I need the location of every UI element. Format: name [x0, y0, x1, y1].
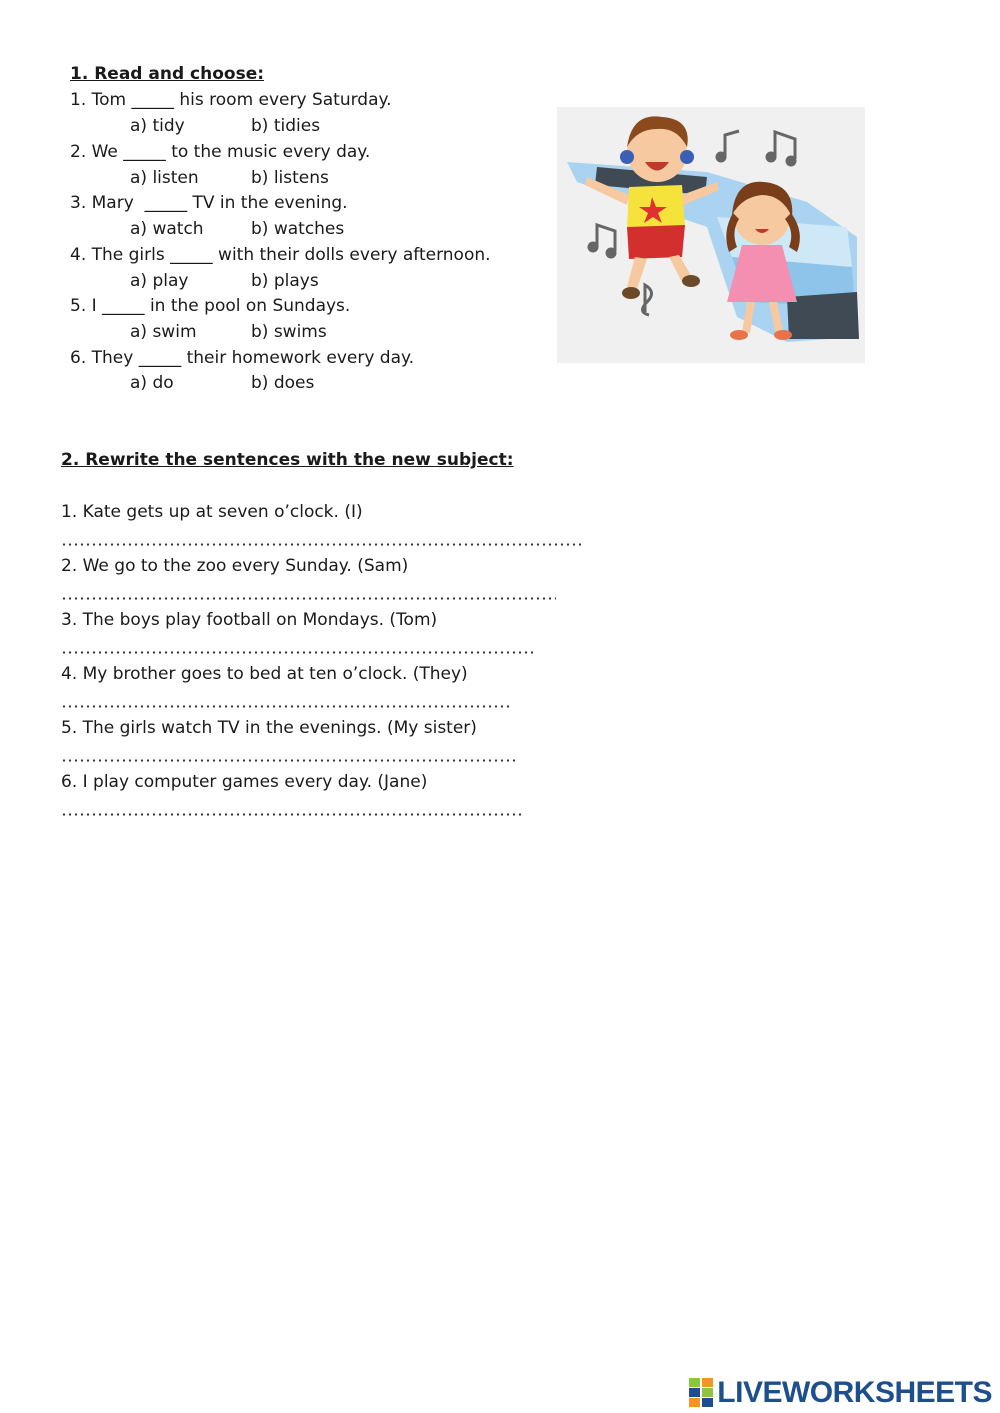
- answer-line-1[interactable]: [61, 543, 581, 546]
- liveworksheets-logo: [689, 1376, 992, 1410]
- rewrite-item-6: 6. I play computer games every day. (Jane): [61, 772, 428, 792]
- option-a-6[interactable]: a) do: [130, 373, 174, 393]
- option-b-6[interactable]: b) does: [251, 373, 315, 393]
- question-3: 3. Mary _____ TV in the evening.: [70, 193, 348, 213]
- option-a-5[interactable]: a) swim: [130, 322, 197, 342]
- option-a-4[interactable]: a) play: [130, 271, 189, 291]
- answer-line-5[interactable]: [61, 759, 518, 762]
- question-2: 2. We _____ to the music every day.: [70, 142, 371, 162]
- answer-line-2[interactable]: [61, 597, 556, 600]
- option-b-3[interactable]: b) watches: [251, 219, 345, 239]
- answer-line-6[interactable]: [61, 813, 521, 816]
- option-a-2[interactable]: a) listen: [130, 168, 199, 188]
- option-a-3[interactable]: a) watch: [130, 219, 204, 239]
- answer-line-4[interactable]: [61, 705, 511, 708]
- option-a-1[interactable]: a) tidy: [130, 116, 185, 136]
- rewrite-item-4: 4. My brother goes to bed at ten o’clock. (They): [61, 664, 468, 684]
- question-4: 4. The girls _____ with their dolls every afternoon.: [70, 245, 491, 265]
- rewrite-item-1: 1. Kate gets up at seven o’clock. (I): [61, 502, 363, 522]
- option-b-5[interactable]: b) swims: [251, 322, 327, 342]
- question-1: 1. Tom _____ his room every Saturday.: [70, 90, 392, 110]
- question-6: 6. They _____ their homework every day.: [70, 348, 415, 368]
- section1-title: 1. Read and choose:: [70, 64, 265, 84]
- rewrite-item-3: 3. The boys play football on Mondays. (Tom): [61, 610, 438, 630]
- option-b-4[interactable]: b) plays: [251, 271, 319, 291]
- answer-line-3[interactable]: [61, 651, 533, 654]
- rewrite-item-5: 5. The girls watch TV in the evenings. (My sister): [61, 718, 477, 738]
- option-b-2[interactable]: b) listens: [251, 168, 329, 188]
- logo-mark-icon: [689, 1378, 713, 1408]
- kids-music-illustration: [557, 107, 865, 363]
- logo-text: LIVEWORKSHEETS: [717, 1376, 992, 1409]
- question-5: 5. I _____ in the pool on Sundays.: [70, 296, 351, 316]
- rewrite-item-2: 2. We go to the zoo every Sunday. (Sam): [61, 556, 409, 576]
- option-b-1[interactable]: b) tidies: [251, 116, 321, 136]
- section2-title: 2. Rewrite the sentences with the new subject:: [61, 450, 514, 470]
